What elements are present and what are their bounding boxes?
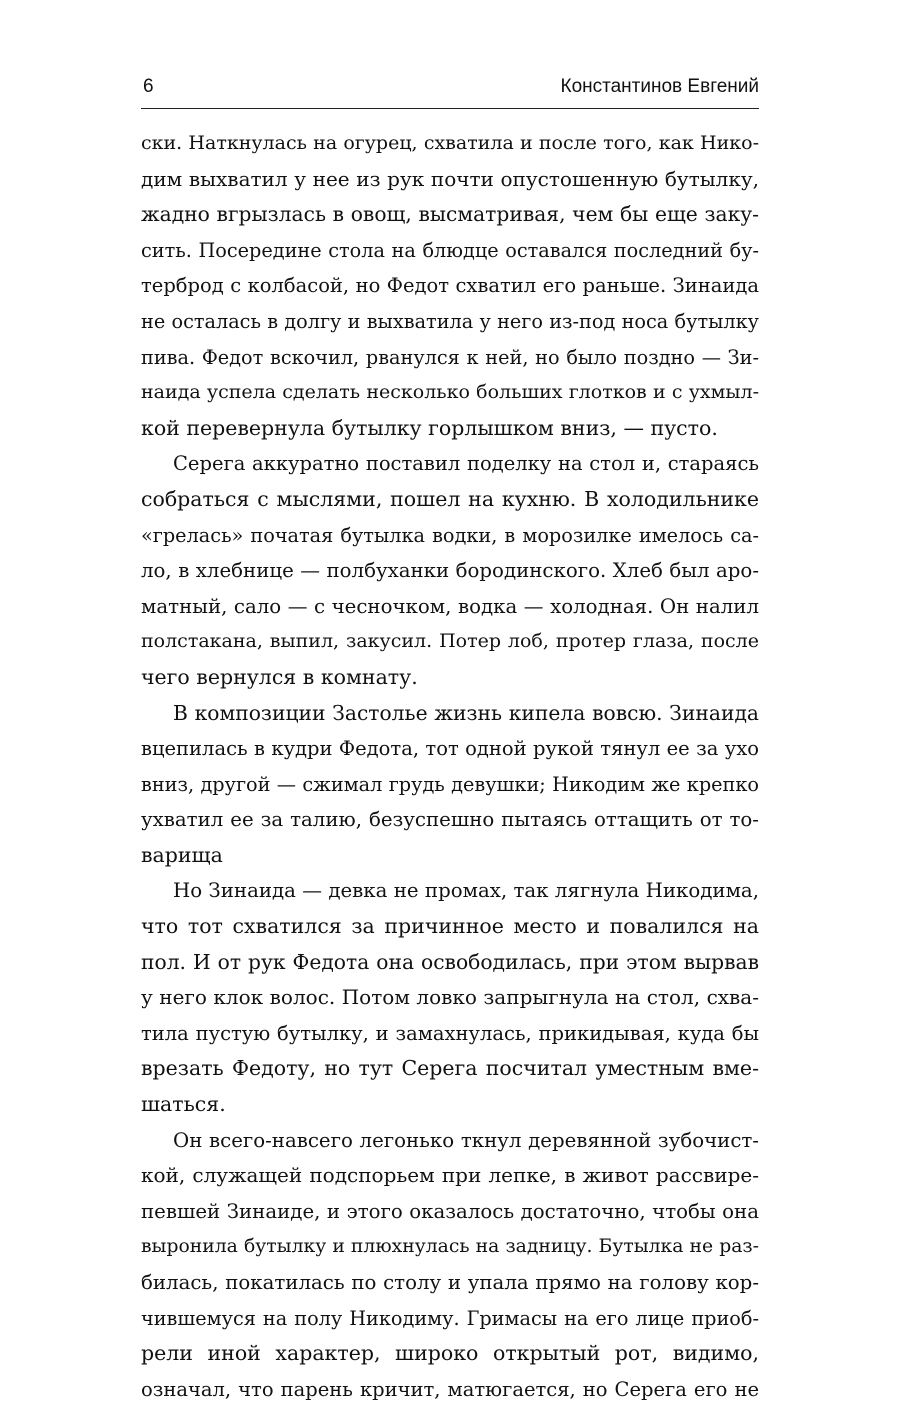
text-line: кой перевернула бутылку горлышком вниз, — пусто. bbox=[141, 415, 718, 440]
text-line: «грелась» початая бутылка водки, в морозилке имелось са- bbox=[141, 523, 759, 547]
text-line: пол. И от рук Федота она освободилась, при этом вырвав bbox=[141, 949, 759, 974]
text-line: собраться с мыслями, пошел на кухню. В холодильнике bbox=[141, 486, 759, 511]
paragraph bbox=[141, 446, 759, 695]
text-line: шаться. bbox=[141, 1092, 226, 1117]
text-line: жадно вгрызлась в овощ, высматривая, чем бы еще заку- bbox=[141, 202, 759, 227]
page-header bbox=[141, 74, 759, 109]
text-line: вниз, другой — сжимал грудь девушки; Никодим же крепко bbox=[141, 772, 759, 796]
text-line: матный, сало — с чесночком, водка — холодная. Он налил bbox=[141, 594, 759, 618]
paragraph bbox=[141, 1123, 759, 1407]
text-line: рели иной характер, широко открытый рот, видимо, bbox=[141, 1341, 759, 1366]
running-head-author: Константинов Евгений bbox=[560, 76, 759, 97]
text-line: варища bbox=[141, 842, 223, 867]
text-line: чившемуся на полу Никодиму. Гримасы на его лице приоб- bbox=[141, 1306, 759, 1330]
page-number: 6 bbox=[143, 76, 154, 97]
paragraph bbox=[141, 126, 759, 446]
text-line: Серега аккуратно поставил поделку на стол и, стараясь bbox=[173, 452, 759, 476]
text-line: билась, покатилась по столу и упала прямо на голову кор- bbox=[141, 1271, 759, 1294]
text-line: полстакана, выпил, закусил. Потер лоб, протер глаза, после bbox=[141, 630, 759, 653]
text-line: В композиции Застолье жизнь кипела вовсю. Зинаида bbox=[173, 700, 759, 725]
text-line: певшей Зинаиде, и этого оказалось достаточно, чтобы она bbox=[141, 1199, 759, 1223]
paragraph bbox=[141, 873, 759, 1122]
text-line: ски. Наткнулась на огурец, схватила и после того, как Нико- bbox=[141, 132, 759, 154]
text-line: не осталась в долгу и выхватила у него из-под носа бутылку bbox=[141, 309, 759, 333]
paragraph bbox=[141, 696, 759, 874]
text-line: кой, служащей подспорьем при лепке, в живот рассвире- bbox=[141, 1163, 759, 1188]
text-line: означал, что парень кричит, матюгается, но Серега его не bbox=[141, 1377, 759, 1401]
text-line: тила пустую бутылку, и замахнулась, прикидывая, куда бы bbox=[141, 1021, 759, 1045]
text-line: дим выхватил у нее из рук почти опустошенную бутылку, bbox=[141, 166, 759, 191]
text-line: у него клок волос. Потом ловко запрыгнула на стол, схва- bbox=[141, 985, 759, 1010]
body-text bbox=[141, 126, 759, 1407]
text-line: Он всего-навсего легонько ткнул деревянной зубочист- bbox=[173, 1128, 759, 1152]
text-line: терброд с колбасой, но Федот схватил его раньше. Зинаида bbox=[141, 274, 759, 298]
text-line: врезать Федоту, но тут Серега посчитал уместным вме- bbox=[141, 1056, 759, 1081]
text-line: ло, в хлебнице — полбуханки бородинского. Хлеб был аро- bbox=[141, 559, 759, 583]
text-line: вцепилась в кудри Федота, тот одной рукой тянул ее за ухо bbox=[141, 737, 759, 761]
text-line: наида успела сделать несколько больших глотков и с ухмыл- bbox=[141, 381, 759, 404]
text-line: что тот схватился за причинное место и повалился на bbox=[141, 914, 759, 939]
text-line: чего вернулся в комнату. bbox=[141, 664, 418, 689]
text-line: ухватил ее за талию, безуспешно пытаясь оттащить от то- bbox=[141, 808, 759, 832]
text-line: Но Зинаида — девка не промах, так лягнула Никодима, bbox=[173, 879, 759, 903]
text-line: сить. Посередине стола на блюдце оставался последний бу- bbox=[141, 238, 759, 262]
text-line: пива. Федот вскочил, рванулся к ней, но было поздно — Зи- bbox=[141, 345, 759, 369]
text-line: выронила бутылку и плюхнулась на задницу. Бутылка не раз- bbox=[141, 1236, 759, 1258]
